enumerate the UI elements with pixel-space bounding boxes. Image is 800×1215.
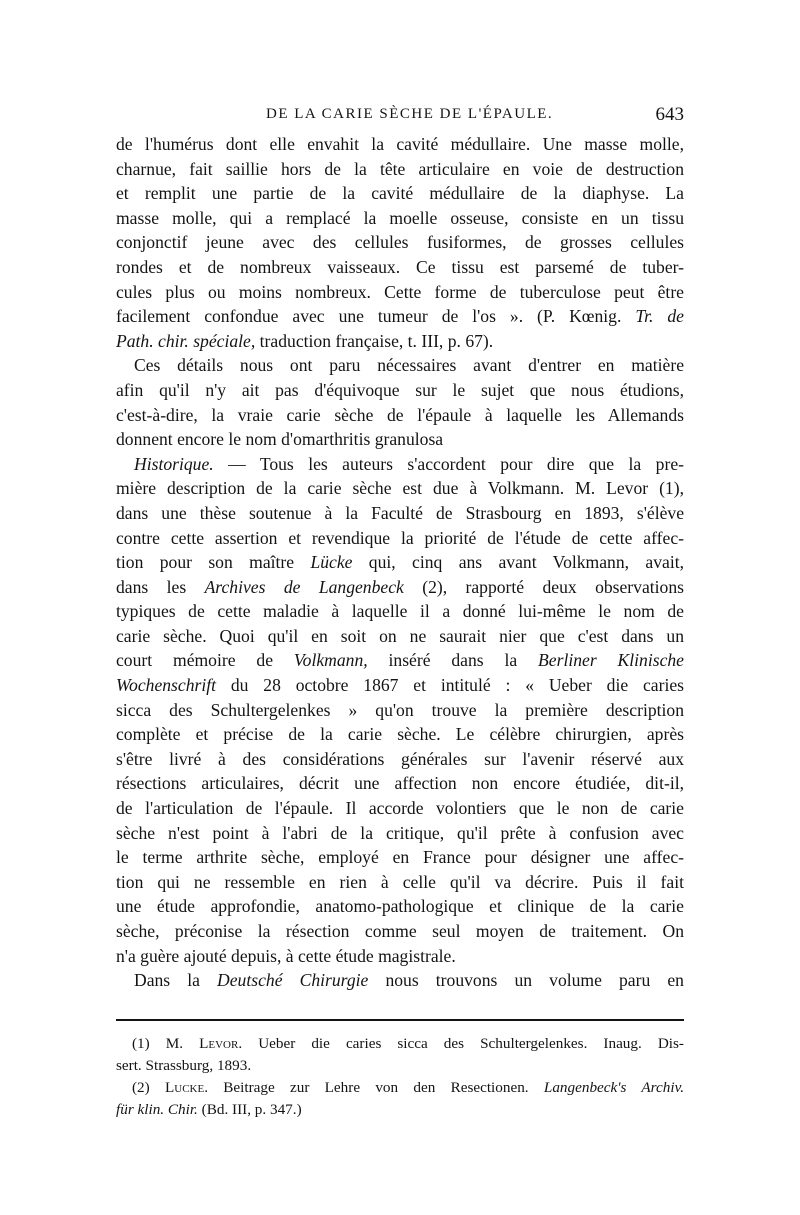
text-line: [116, 550, 684, 575]
text-line: n'a guère ajouté depuis, à cette étude magistrale.: [116, 945, 456, 966]
name-italic: Lücke: [310, 552, 353, 573]
text-run: court mémoire de: [116, 650, 294, 671]
text-line: masse molle, qui a remplacé la moelle osseuse, consiste en un tissu: [116, 207, 684, 228]
text-run: tion pour son maître: [116, 552, 295, 573]
text-line: conjonctif jeune avec des cellules fusiformes, de grosses cellules: [116, 232, 684, 253]
journal-italic: Wochenschrift: [116, 675, 217, 696]
text-run: (2), rapporté deux observations: [403, 576, 684, 597]
text-line: complète et précise de la carie sèche. Le célèbre chirurgien, après: [116, 724, 684, 745]
running-title: DE LA CARIE SÈCHE DE L'ÉPAULE.: [266, 106, 554, 122]
page-number: 643: [655, 104, 684, 125]
text-line: c'est-à-dire, la vraie carie sèche de l'épaule à laquelle les Allemands: [116, 404, 684, 425]
text-line: de l'articulation de l'épaule. Il accorde volontiers que le non de carie: [116, 798, 684, 819]
text-run: . Ueber die caries sicca des Schultergelenkes. Inaug. Dis-: [238, 1034, 684, 1052]
footnotes: [116, 1033, 684, 1121]
text-line: sèche, préconise la résection comme seul moyen de traitement. On: [116, 921, 684, 941]
paragraph-3: [116, 452, 684, 968]
text-line: et remplit une partie de la cavité médullaire de la diaphyse. La: [116, 183, 684, 204]
text-line: [116, 329, 684, 354]
paragraph-1: [116, 132, 684, 353]
text-line: contre cette assertion et revendique la priorité de l'étude de cette affec-: [116, 527, 684, 548]
text-run: — Tous les auteurs s'accordent pour dire que la pre-: [213, 453, 684, 474]
footnote-rule: [116, 1019, 684, 1021]
text-line: [116, 304, 684, 329]
text-line: donnent encore le nom d'omarthritis granulosa: [116, 429, 444, 450]
footnote-line: [116, 1099, 684, 1121]
text-line: le terme arthrite sèche, employé en France pour désigner une affec-: [116, 847, 684, 868]
text-run: du 28 octobre 1867 et intitulé : « Ueber die caries: [216, 675, 684, 696]
text-run: traduction française, t. III, p. 67).: [255, 330, 494, 351]
main-text: [116, 132, 684, 993]
journal-italic: Archives de Langenbeck: [204, 576, 404, 597]
text-line: rondes et de nombreux vaisseaux. Ce tissu est parsemé de tuber-: [116, 256, 684, 277]
footnote-2: [116, 1077, 684, 1121]
text-line: tion qui ne ressemble en rien à celle qu'il va décrire. Puis il fait: [116, 871, 684, 892]
citation-italic: Path. chir. spéciale,: [116, 330, 256, 351]
author-name: Lucke: [164, 1078, 205, 1096]
text-run: (1) M.: [132, 1034, 200, 1052]
text-line: [116, 452, 684, 477]
paragraph-4: [116, 968, 684, 993]
text-line: sicca des Schultergelenkes » qu'on trouve la première description: [116, 699, 684, 720]
text-run: qui, cinq ans avant Volkmann, avait,: [352, 552, 684, 573]
footnote-line: [116, 1077, 684, 1099]
text-line: cules plus ou moins nombreux. Cette forme de tuberculose peut être: [116, 281, 684, 302]
text-run: inséré dans la: [367, 650, 539, 671]
text-run: nous trouvons un volume paru en: [368, 970, 684, 991]
citation-italic: Tr. de: [635, 306, 684, 327]
text-run: . Beitrage zur Lehre von den Resectionen.: [204, 1078, 544, 1096]
paragraph-2: [116, 353, 684, 451]
text-line: Ces détails nous ont paru nécessaires avant d'entrer en matière: [134, 355, 684, 376]
footnote-1: [116, 1033, 684, 1077]
text-run: (2): [132, 1078, 165, 1096]
text-line: carie sèche. Quoi qu'il en soit on ne saurait nier que c'est dans un: [116, 625, 684, 646]
journal-italic: Langenbeck's Archiv.: [543, 1078, 684, 1096]
text-line: [116, 673, 684, 698]
text-line: une étude approfondie, anatomo-pathologique et clinique de la carie: [116, 896, 684, 917]
running-head: [116, 100, 684, 132]
text-line: typiques de cette maladie à laquelle il a donné lui-même le nom de: [116, 601, 684, 622]
footnote-line: sert. Strassburg, 1893.: [116, 1056, 252, 1074]
text-line: [116, 575, 684, 600]
journal-italic: für klin. Chir.: [116, 1100, 198, 1118]
text-line: afin qu'il n'y ait pas d'équivoque sur le sujet que nous étudions,: [116, 379, 684, 400]
journal-italic: Deutsché Chirurgie: [217, 970, 369, 991]
text-line: charnue, fait saillie hors de la tête articulaire en voie de destruction: [116, 158, 684, 179]
journal-italic: Berliner Klinische: [538, 650, 684, 671]
text-line: résections articulaires, décrit une affection non encore étudiée, dit-il,: [116, 773, 684, 794]
text-run: dans les: [116, 576, 205, 597]
section-heading-historique: Historique.: [134, 453, 214, 474]
text-run: Dans la: [134, 970, 218, 991]
author-name: Levor: [199, 1034, 239, 1052]
text-line: sèche n'est point à l'abri de la critique, qu'il prête à confusion avec: [116, 822, 684, 843]
text-line: dans une thèse soutenue à la Faculté de Strasbourg en 1893, s'élève: [116, 502, 684, 523]
name-italic: Volkmann,: [293, 650, 368, 671]
footnote-line: [116, 1033, 684, 1055]
text-line: mière description de la carie sèche est due à Volkmann. M. Levor (1),: [116, 478, 684, 499]
text-run: facilement confondue avec une tumeur de l'os ». (P. Kœnig.: [116, 306, 636, 327]
text-line: [116, 648, 684, 673]
text-line: s'être livré à des considérations générales sur l'avenir réservé aux: [116, 748, 684, 769]
text-run: (Bd. III, p. 347.): [197, 1100, 302, 1118]
text-line: [116, 968, 684, 993]
book-page: [116, 100, 684, 1121]
text-line: de l'humérus dont elle envahit la cavité médullaire. Une masse molle,: [116, 134, 684, 154]
